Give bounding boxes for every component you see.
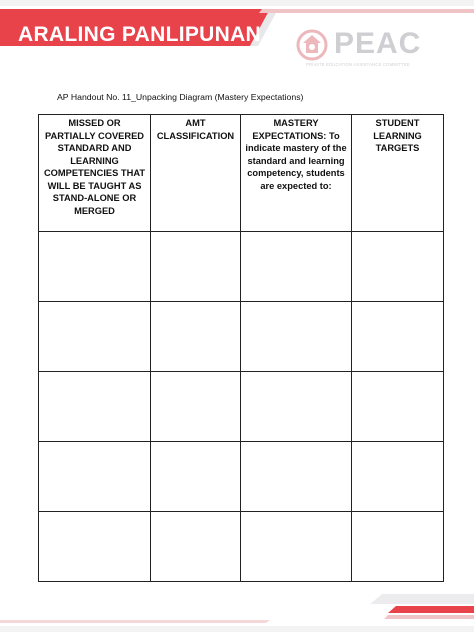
table-cell[interactable] — [352, 512, 444, 582]
table-cell[interactable] — [151, 232, 241, 302]
peac-wordmark: PEAC — [334, 27, 422, 60]
table-cell[interactable] — [241, 232, 352, 302]
table-cell[interactable] — [151, 442, 241, 512]
footer-stripes-graphic — [0, 592, 474, 632]
table-header-row — [39, 115, 444, 232]
table-cell[interactable] — [151, 372, 241, 442]
handout-title: AP Handout No. 11_Unpacking Diagram (Mastery Expectations) — [57, 92, 304, 102]
table-cell[interactable] — [352, 302, 444, 372]
table-cell[interactable] — [241, 372, 352, 442]
peac-logo — [292, 27, 442, 69]
table-row — [39, 372, 444, 442]
table-cell[interactable] — [241, 302, 352, 372]
table-cell[interactable] — [151, 512, 241, 582]
table-cell[interactable] — [352, 442, 444, 512]
table-cell[interactable] — [39, 232, 151, 302]
column-header-learning-targets: STUDENT LEARNING TARGETS — [352, 115, 444, 232]
header-banner — [0, 0, 474, 70]
footer-decoration — [0, 592, 474, 632]
table-row — [39, 302, 444, 372]
table-row — [39, 232, 444, 302]
table-cell[interactable] — [352, 232, 444, 302]
column-header-competencies: MISSED OR PARTIALLY COVERED STANDARD AND LEARNING COMPETENCIES THAT WILL BE TAUGHT AS STAND-ALONE OR MERGED — [39, 115, 151, 232]
table-cell[interactable] — [151, 302, 241, 372]
table-cell[interactable] — [241, 442, 352, 512]
peac-tagline: PRIVATE EDUCATION ASSISTANCE COMMITTEE — [306, 62, 410, 67]
table-row — [39, 442, 444, 512]
subject-title: ARALING PANLIPUNAN — [18, 23, 262, 46]
table-cell[interactable] — [352, 372, 444, 442]
table-row — [39, 512, 444, 582]
table-cell[interactable] — [39, 372, 151, 442]
column-header-amt-classification: AMT CLASSIFICATION — [151, 115, 241, 232]
table-cell[interactable] — [39, 302, 151, 372]
table-cell[interactable] — [241, 512, 352, 582]
peac-emblem-icon — [294, 29, 334, 61]
table-cell[interactable] — [39, 442, 151, 512]
table-cell[interactable] — [39, 512, 151, 582]
unpacking-diagram-table — [38, 114, 444, 582]
column-header-mastery-expectations: MASTERY EXPECTATIONS: To indicate mastery of the standard and learning competency, students are expected to: — [241, 115, 352, 232]
